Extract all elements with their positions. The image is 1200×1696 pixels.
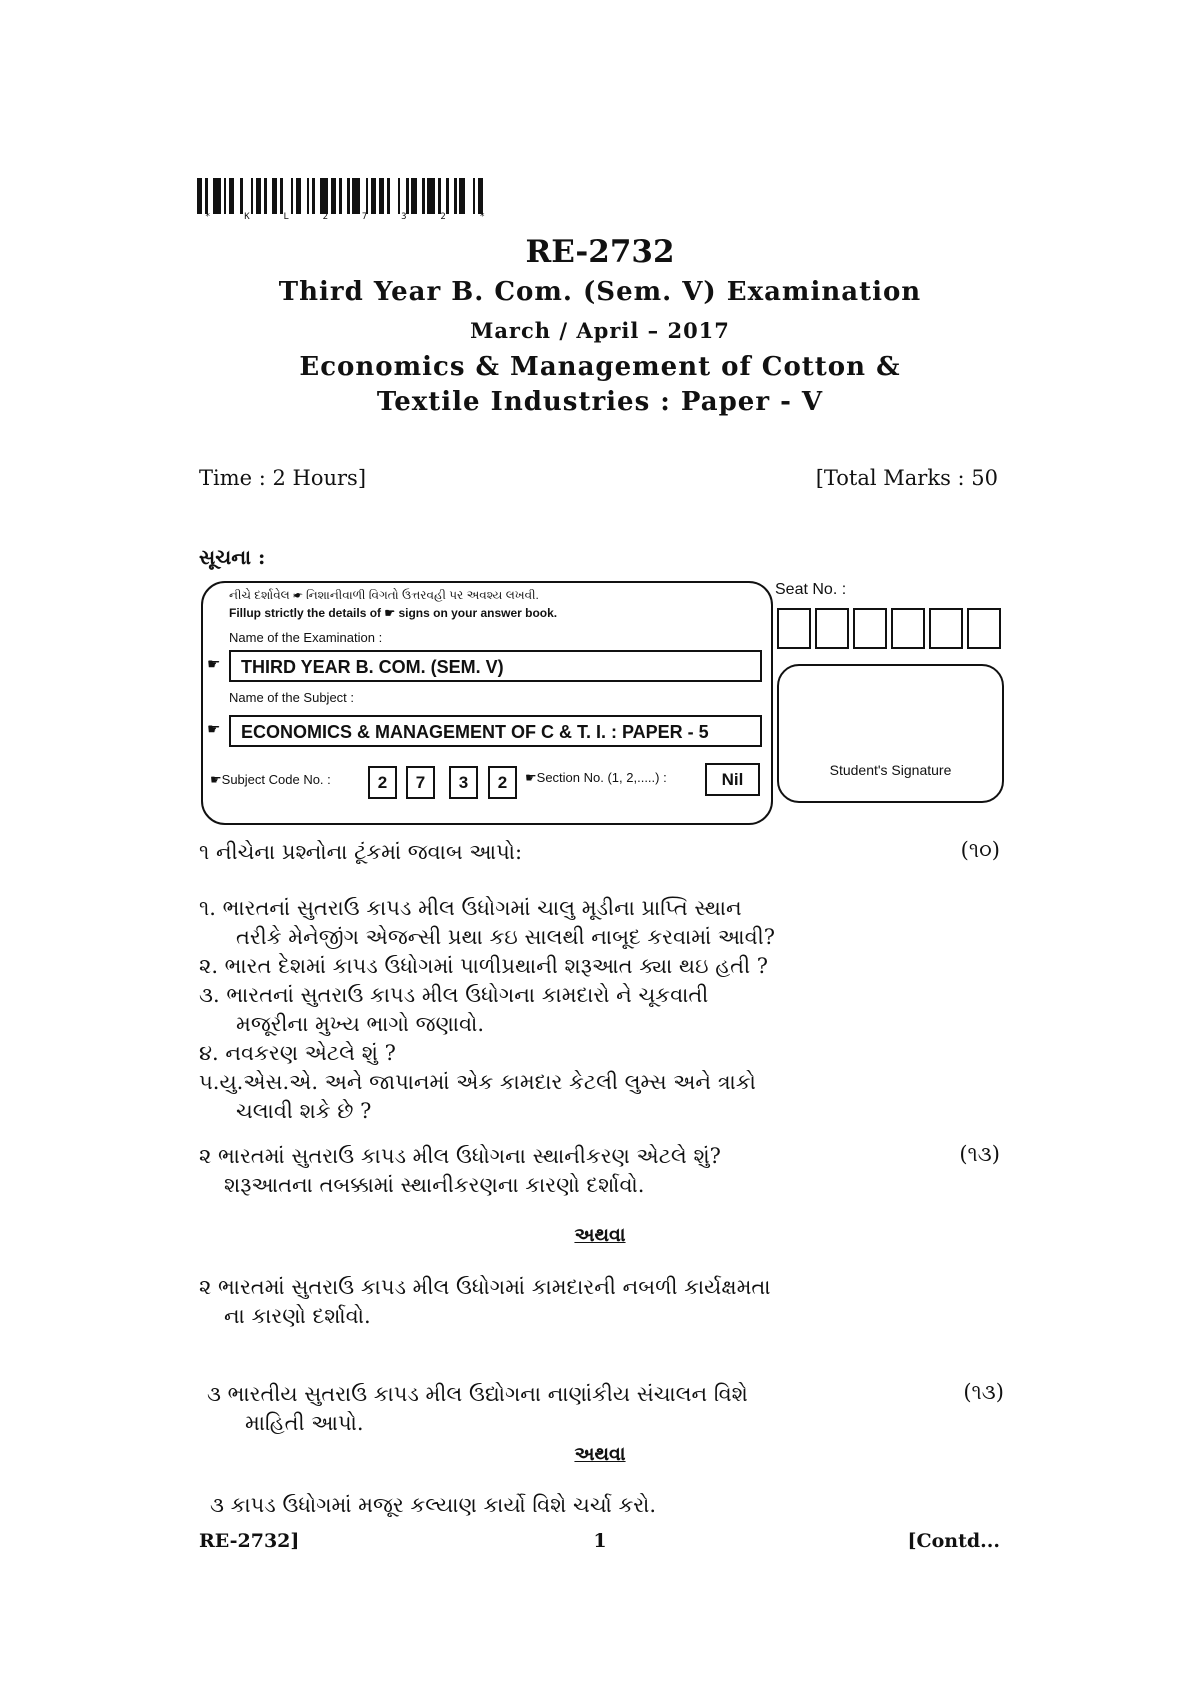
subject-title-line1: Economics & Management of Cotton & [299, 352, 901, 382]
question-3-line: ૩ ભારતીય સુતરાઉ કાપડ મીલ ઉદ્યોગના નાણાંકીય સંચાલન વિશે [207, 1382, 748, 1406]
subject-title-line2: Textile Industries : Paper - V [376, 387, 824, 417]
barcode-text [205, 212, 485, 222]
subject-code-label: ☛Subject Code No. : [210, 772, 331, 787]
exam-session: March / April – 2017 [470, 318, 730, 343]
question-1-title: ૧ નીચેના પ્રશ્નોના ટૂંકમાં જવાબ આપો: [199, 840, 523, 864]
question-2-line: શરૂઆતના તબક્કામાં સ્થાનીકરણના કારણો દર્શાવો. [224, 1173, 645, 1197]
barcode-char: L [283, 212, 289, 222]
seat-number-box [929, 608, 963, 649]
question-1-line: ૨. ભારત દેશમાં કાપડ ઉધોગમાં પાળીપ્રથાની શરૂઆત ક્યા થઇ હતી ? [199, 954, 769, 978]
signature-label: Student's Signature [829, 762, 952, 778]
pointing-hand-icon: ☛ [207, 720, 221, 738]
subject-name-label: Name of the Subject : [229, 690, 355, 705]
page-number: 1 [593, 1530, 607, 1552]
subject-code-digit: 2 [368, 766, 397, 799]
exam-name-field: THIRD YEAR B. COM. (SEM. V) [229, 650, 762, 682]
signature-box [777, 664, 1004, 803]
seat-number-box [815, 608, 849, 649]
question-1-line: ૫.યુ.એસ.એ. અને જાપાનમાં એક કામદાર કેટલી લુમ્સ અને ત્રાકો [199, 1070, 756, 1094]
barcode-char: * [479, 212, 485, 222]
section-number-label: ☛Section No. (1, 2,.....) : [525, 770, 667, 785]
question-1-line: તરીકે મેનેજીંગ એજન્સી પ્રથા કઇ સાલથી નાબૂદ કરવામાં આવી? [236, 925, 775, 949]
question-1-line: ચલાવી શકે છે ? [236, 1099, 372, 1123]
subject-code-digit: 3 [449, 766, 478, 799]
exam-title: Third Year B. Com. (Sem. V) Examination [278, 277, 922, 307]
question-3-line: માહિતી આપો. [245, 1411, 364, 1435]
instructions-heading: સૂચના : [199, 545, 266, 569]
question-3-alt-line: ૩ કાપડ ઉધોગમાં મજૂર કલ્યાણ કાર્યો વિશે ચર્ચા કરો. [210, 1493, 657, 1517]
question-1-line: ૩. ભારતનાં સુતરાઉ કાપડ મીલ ઉધોગના કામદારો ને ચૂકવાતી [199, 983, 709, 1007]
barcode-char: * [205, 212, 211, 222]
exam-name-label: Name of the Examination : [229, 630, 383, 645]
pointing-hand-icon: ☛ [207, 655, 221, 673]
subject-code-digit: 2 [488, 766, 517, 799]
question-2-line: ૨ ભારતમાં સુતરાઉ કાપડ મીલ ઉધોગના સ્થાનીકરણ એટલે શું? [199, 1144, 721, 1168]
subject-name-field: ECONOMICS & MANAGEMENT OF C & T. I. : PAPER - 5 [229, 715, 762, 747]
question-2-marks: (૧૩) [959, 1142, 1000, 1166]
instruction-line-gujarati: નીચે દર્શાવેલ ☛ નિશાનીવાળી વિગતો ઉત્તરવહી પર અવશ્ય લખવી. [229, 588, 539, 602]
barcode-char: 3 [401, 212, 407, 222]
barcode-char: 2 [322, 212, 329, 222]
barcode [197, 178, 487, 214]
continued-marker: [Contd... [907, 1530, 1000, 1552]
question-1-marks: (૧૦) [960, 838, 1000, 862]
question-1-line: ૪. નવકરણ એટલે શું ? [199, 1041, 396, 1065]
barcode-char: 7 [361, 212, 368, 222]
seat-number-box [967, 608, 1001, 649]
question-2-alt-line: ના કારણો દર્શાવો. [224, 1304, 371, 1328]
question-1-line: ૧. ભારતનાં સુતરાઉ કાપડ મીલ ઉધોગમાં ચાલુ મૂડીના પ્રાપ્તિ સ્થાન [199, 896, 742, 920]
or-divider: અથવા [574, 1443, 626, 1465]
subject-code-digit: 7 [406, 766, 435, 799]
footer-paper-code: RE-2732] [199, 1530, 300, 1552]
instruction-line-english: Fillup strictly the details of ☛ signs on your answer book. [229, 606, 558, 620]
barcode-char: K [244, 212, 250, 222]
seat-number-label: Seat No. : [775, 581, 847, 598]
or-divider: અથવા [574, 1224, 626, 1246]
barcode-char: 2 [440, 212, 446, 222]
section-number-field: Nil [705, 763, 760, 796]
total-marks: [Total Marks : 50 [815, 466, 998, 490]
seat-number-box [891, 608, 925, 649]
question-2-alt-line: ૨ ભારતમાં સુતરાઉ કાપડ મીલ ઉધોગમાં કામદારની નબળી કાર્યક્ષમતા [199, 1275, 771, 1299]
question-3-marks: (૧૩) [963, 1380, 1004, 1404]
seat-number-box [853, 608, 887, 649]
seat-number-box [777, 608, 811, 649]
question-1-line: મજૂરીના મુખ્ય ભાગો જણાવો. [236, 1012, 484, 1036]
paper-code: RE-2732 [525, 234, 675, 270]
time-allowed: Time : 2 Hours] [199, 466, 367, 490]
